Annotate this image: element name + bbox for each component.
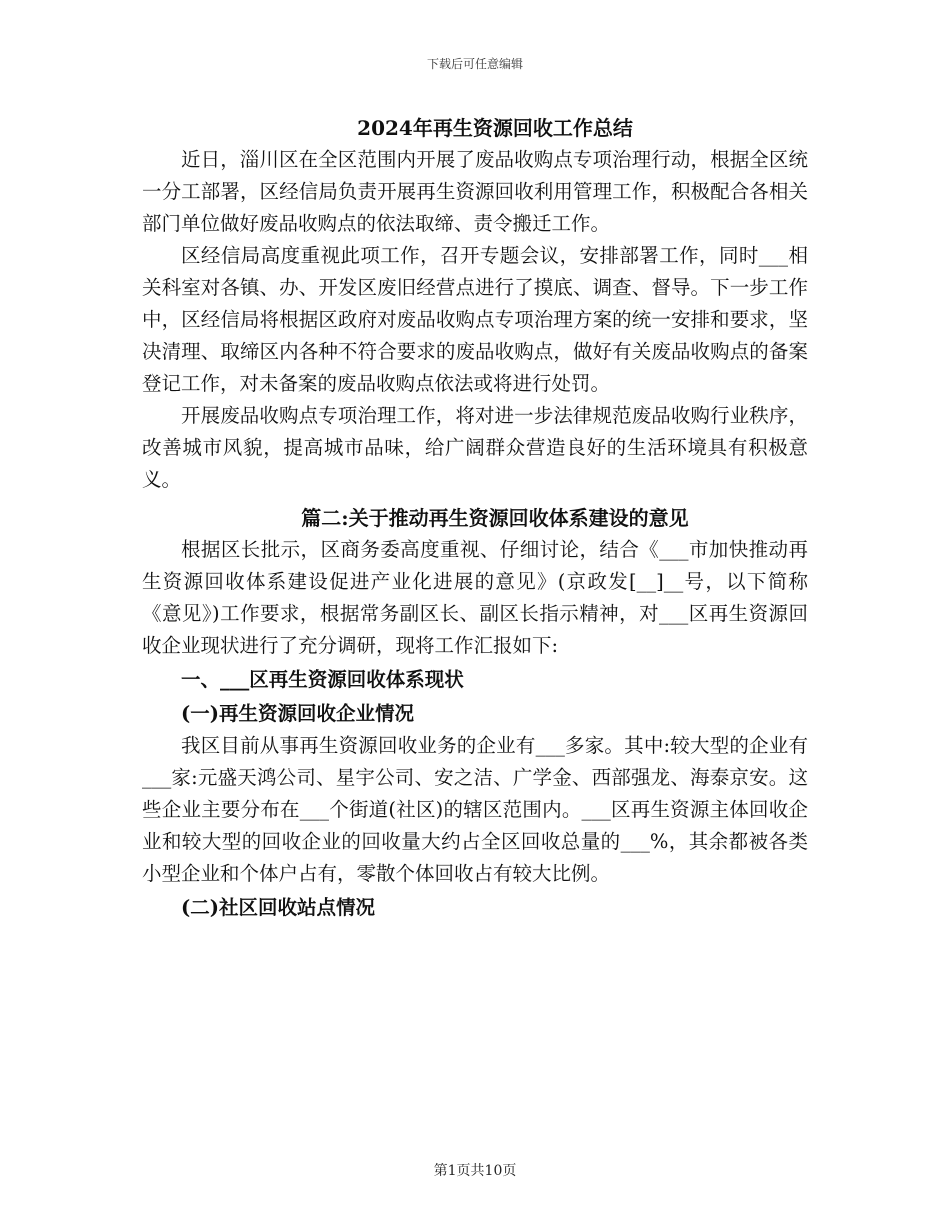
heading-3: (二)社区回收站点情况	[181, 896, 375, 919]
page-number: 第1页共10页	[433, 1163, 517, 1179]
paragraph-5: 我区目前从事再生资源回收业务的企业有___多家。其中:较大型的企业有___家:元盛天鸿公司、星宇公司、安之洁、广学金、西部强龙、海泰京安。这些企业主要分布在___个街道(社区)的辖区范围内。___区再生资源主体回收企业和较大型的回收企业的回收量大约占全区回收总量的___%，其余都被各类小型企业和个体户占有，零散个体回收占有较大比例。	[142, 734, 808, 885]
document-body	[142, 112, 808, 924]
section-title: 篇二:关于推动再生资源回收体系建设的意见	[301, 506, 689, 530]
header-note: 下载后可任意编辑	[426, 57, 523, 71]
paragraph-1: 近日，淄川区在全区范围内开展了废品收购点专项治理行动，根据全区统一分工部署，区经信局负责开展再生资源回收利用管理工作，积极配合各相关部门单位做好废品收购点的依法取缔、责令搬迁工作。	[142, 148, 808, 235]
paragraph-3: 开展废品收购点专项治理工作，将对进一步法律规范废品收购行业秩序，改善城市风貌，提高城市品味，给广阔群众营造良好的生活环境具有积极意义。	[142, 404, 808, 491]
paragraph-2: 区经信局高度重视此项工作，召开专题会议，安排部署工作，同时___相关科室对各镇、办、开发区废旧经营点进行了摸底、调查、督导。下一步工作中，区经信局将根据区政府对废品收购点专项治理方案的统一安排和要求，坚决清理、取缔区内各种不符合要求的废品收购点，做好有关废品收购点的备案登记工作，对未备案的废品收购点依法或将进行处罚。	[142, 244, 808, 395]
document-title: 2024年再生资源回收工作总结	[357, 116, 633, 140]
heading-1: 一、___区再生资源回收体系现状	[181, 668, 464, 691]
paragraph-4: 根据区长批示，区商务委高度重视、仔细讨论，结合《___市加快推动再生资源回收体系建设促进产业化进展的意见》(京政发[__]__号，以下简称《意见》)工作要求，根据常务副区长、副区长指示精神，对___区再生资源回收企业现状进行了充分调研，现将工作汇报如下:	[142, 538, 808, 657]
heading-2: (一)再生资源回收企业情况	[181, 702, 414, 725]
